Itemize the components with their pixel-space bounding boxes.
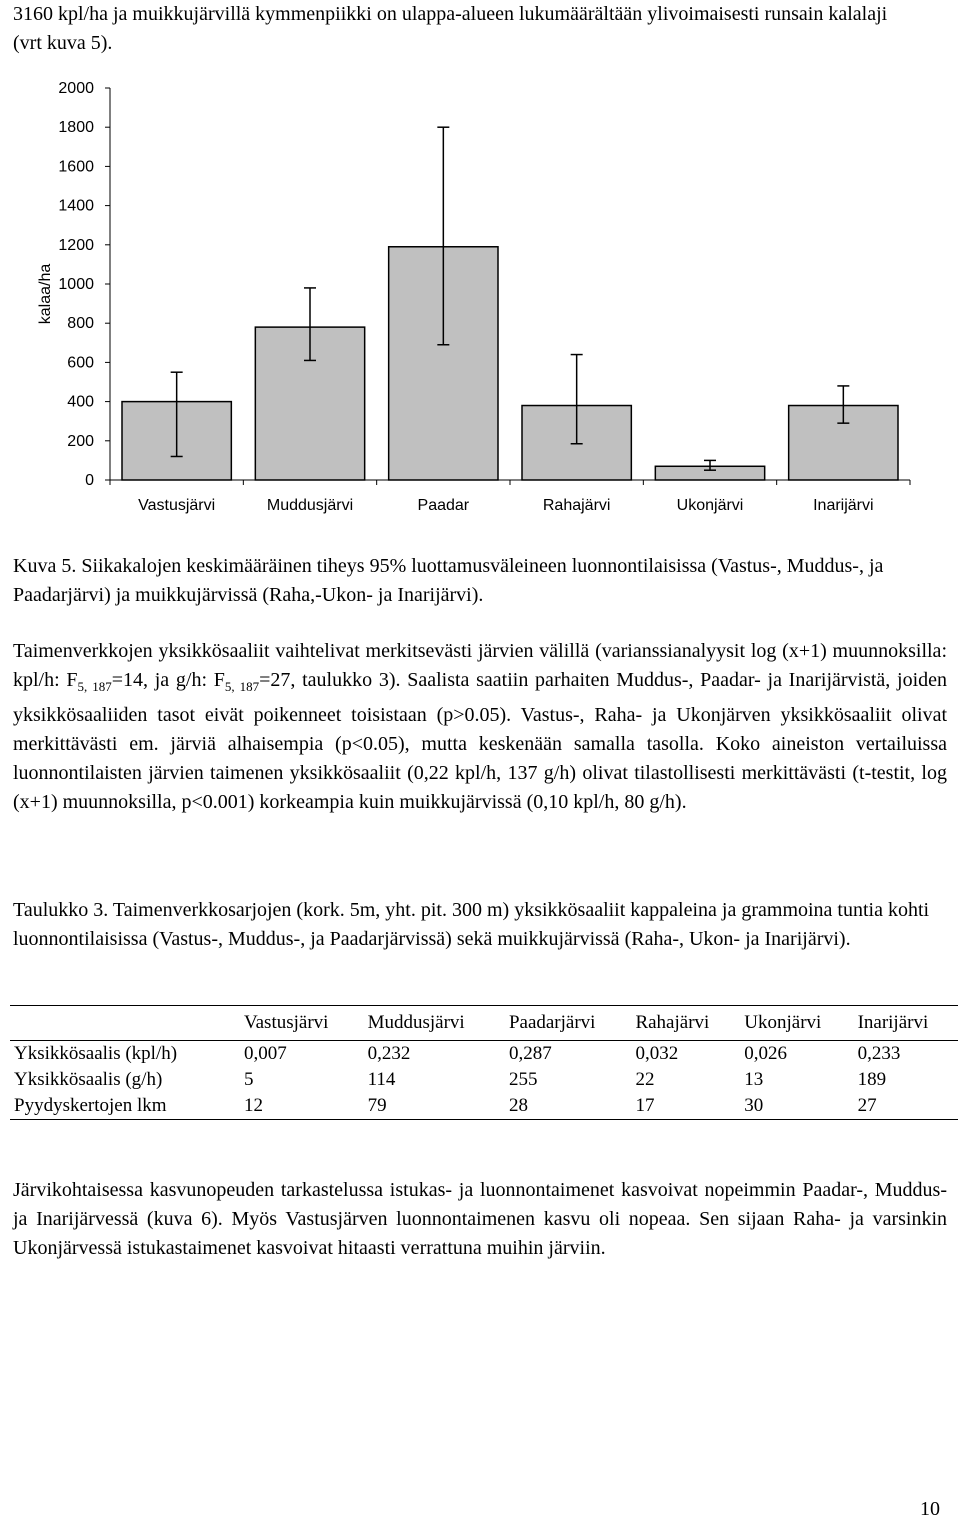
table-header-row (10, 1006, 958, 1041)
table-cell: 30 (740, 1093, 853, 1120)
table-header-cell: Inarijärvi (854, 1006, 958, 1041)
table-cell: 0,007 (244, 1043, 287, 1064)
y-tick-label: 1800 (58, 119, 94, 137)
table-cell: 0,287 (508, 1043, 552, 1064)
table-cell: 0,233 (857, 1043, 901, 1064)
x-tick-label: Rahajärvi (542, 497, 611, 514)
table-row (10, 1041, 958, 1068)
table-header-cell: Paadarjärvi (505, 1006, 632, 1041)
x-tick-label: Paadar (417, 497, 470, 514)
table-cell: Yksikkösaalis (g/h) (14, 1069, 163, 1090)
table-cell: 5 (244, 1069, 254, 1090)
table-header-cell: Ukonjärvi (740, 1006, 853, 1041)
y-tick-label: 200 (67, 432, 94, 450)
table-header-cell (10, 1006, 240, 1041)
page-number: 10 (920, 1498, 940, 1520)
body-text-part-2: =14, ja g/h: F (111, 669, 225, 691)
table-caption: Taulukko 3. Taimenverkkosarjojen (kork. 5m, yht. pit. 300 m) yksikkösaaliit kappaleina ja grammoina tuntia kohti luonnontilaisissa (Vastus-, Muddus-, ja Paadarjärvissä) sekä muikkujärvissä (Raha-, Ukon- ja Inarijärvi). (13, 899, 930, 950)
f-statistic-df-2: 5, 187 (224, 679, 260, 694)
body-paragraph-1 (13, 637, 947, 817)
table-cell: 255 (508, 1069, 538, 1090)
table-header-cell: Muddusjärvi (364, 1006, 505, 1041)
y-tick-label: 2000 (58, 80, 94, 97)
table-row (10, 1067, 958, 1093)
table-cell: 12 (240, 1093, 364, 1120)
x-tick-label: Ukonjärvi (676, 497, 744, 514)
y-axis-label: kalaa/ha (37, 263, 54, 325)
chart-bars (122, 127, 898, 514)
table-cell: Yksikkösaalis (kpl/h) (14, 1043, 178, 1064)
table-cell: 189 (857, 1069, 887, 1090)
table-cell: 13 (744, 1069, 764, 1090)
y-tick-label: 400 (67, 393, 94, 411)
table-cell: 17 (631, 1093, 740, 1120)
table-cell: 22 (635, 1069, 655, 1090)
table-cell: 27 (854, 1093, 958, 1120)
table-cell: 0,232 (367, 1043, 411, 1064)
table-cell: 0,032 (635, 1043, 679, 1064)
y-tick-label: 600 (67, 354, 94, 372)
body-paragraph-2: Järvikohtaisessa kasvunopeuden tarkastelussa istukas- ja luonnontaimenet kasvoivat nopeimmin Paadar-, Muddus- ja Inarijärvessä (kuva 6). Myös Vastusjärven luonnontaimenen kasvu oli nopeaa. Sen sijaan Raha- ja varsinkin Ukonjärvessä istukastaimenet kasvoivat hitaasti verrattuna muihin järviin. (13, 1179, 947, 1259)
intro-paragraph: 3160 kpl/ha ja muikkujärvillä kymmenpiikki on ulappa-alueen lukumäärältään ylivoimaisesti runsain kalalaji (vrt kuva 5). (13, 3, 888, 54)
table-header-cell: Vastusjärvi (240, 1006, 364, 1041)
y-tick-label: 0 (85, 472, 94, 489)
table-cell: 79 (364, 1093, 505, 1120)
table-cell: 28 (505, 1093, 632, 1120)
catch-table (10, 1005, 958, 1120)
y-tick-label: 1400 (58, 197, 94, 215)
x-tick-label: Vastusjärvi (138, 497, 216, 514)
body-text-part-1: Taimenverkkojen yksikkösaaliit vaihtelivat merkitsevästi järvien välillä (varianssianalyysit log (x+1) muunnoksilla: kpl/h: F (13, 640, 947, 691)
table-row (10, 1093, 958, 1120)
table-cell: 114 (367, 1069, 396, 1090)
x-tick-label: Inarijärvi (813, 497, 874, 514)
f-statistic-df-1: 5, 187 (77, 679, 112, 694)
y-tick-label: 1200 (58, 236, 94, 254)
figure-caption: Kuva 5. Siikakalojen keskimääräinen tiheys 95% luottamusväleineen luonnontilaisissa (Vastus-, Muddus-, ja Paadarjärvi) ja muikkujärvissä (Raha,-Ukon- ja Inarijärvi). (13, 555, 884, 606)
table-header-cell: Rahajärvi (631, 1006, 740, 1041)
table-cell: Pyydyskertojen lkm (10, 1093, 240, 1120)
y-tick-label: 800 (67, 315, 94, 333)
y-tick-label: 1600 (58, 158, 94, 176)
table-cell: 0,026 (744, 1043, 788, 1064)
body-text-part-3: =27, taulukko 3). Saalista saatiin parhaiten Muddus-, Paadar- ja Inarijärvistä, joiden yksikkösaaliiden tasot eivät poikenneet toisistaan (p>0.05). Vastus-, Raha- ja Ukonjärven yksikkösaaliit olivat merkittävästi em. järviä alhaisempia (p<0.05), mutta keskenään samalla tasolla. Koko aineiston vertailuissa luonnontilaisten järvien taimenen yksikkösaaliit (0,22 kpl/h, 137 g/h) olivat tilastollisesti merkittävästi (t-testit, log (x+1) muunnoksilla, p<0.001) korkeampia kuin muikkujärvissä (0,10 kpl/h, 80 g/h). (13, 669, 948, 813)
density-bar-chart (0, 60, 960, 530)
y-tick-label: 1000 (58, 276, 94, 293)
x-tick-label: Muddusjärvi (266, 497, 354, 514)
